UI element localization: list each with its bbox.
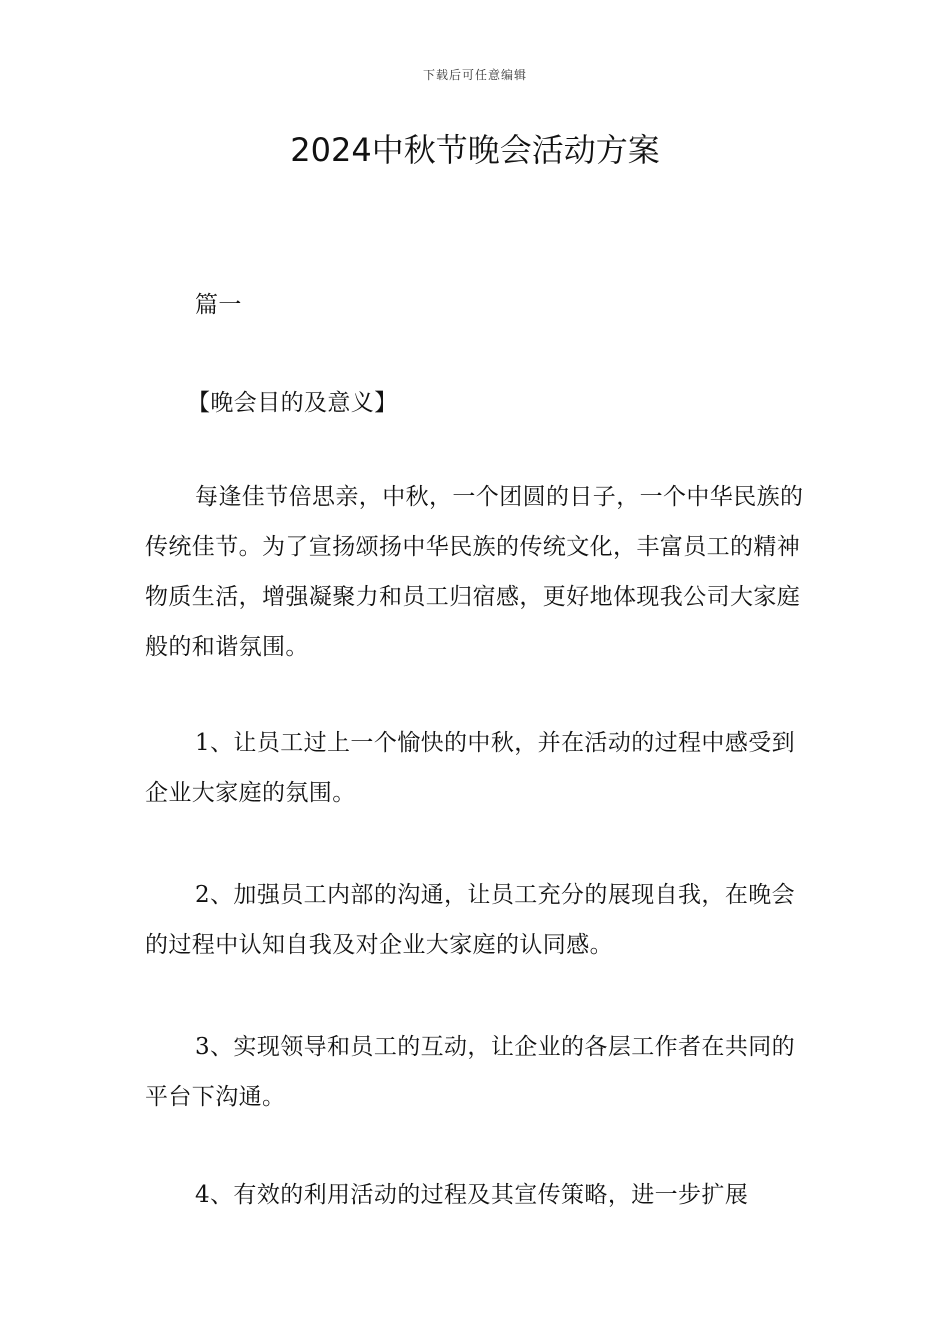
- paragraph-purpose: 每逢佳节倍思亲，中秋，一个团圆的日子，一个中华民族的传统佳节。为了宣扬颂扬中华民族的传统文化，丰富员工的精神物质生活，增强凝聚力和员工归宿感，更好地体现我公司大家庭般的和谐氛围。: [145, 484, 804, 660]
- paragraph-item-2: 2、加强员工内部的沟通，让员工充分的展现自我，在晚会的过程中认知自我及对企业大家庭的认同感。: [145, 882, 796, 958]
- header-note: 下载后可任意编辑: [422, 68, 527, 82]
- paragraph-item-1: 1、让员工过上一个愉快的中秋，并在活动的过程中感受到企业大家庭的氛围。: [145, 730, 796, 806]
- paragraph-item-3: 3、实现领导和员工的互动，让企业的各层工作者在共同的平台下沟通。: [145, 1034, 796, 1110]
- section-heading: 【晚会目的及意义】: [187, 390, 398, 416]
- paragraph-item-4: 4、有效的利用活动的过程及其宣传策略，进一步扩展: [195, 1182, 749, 1208]
- document-title: 2024中秋节晚会活动方案: [290, 131, 660, 169]
- section-label: 篇一: [195, 292, 242, 318]
